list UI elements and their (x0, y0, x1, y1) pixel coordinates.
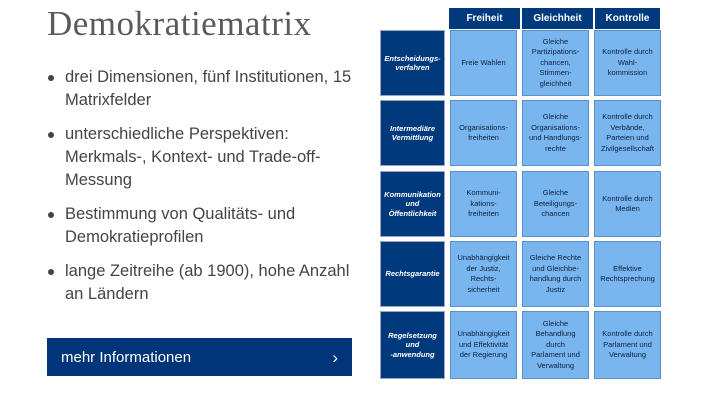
matrix-cell-text: Unabhängigkeit und Effektivität der Regierung (457, 329, 510, 360)
matrix-cell-text: Gleiche Rechte und Gleichbe- handlung durch Justiz (529, 253, 582, 294)
matrix-cell (523, 312, 588, 378)
page-title: Demokratiematrix (47, 4, 312, 43)
matrix-cell (451, 312, 516, 378)
matrix-cell (595, 101, 660, 165)
list-item-text: Bestimmung von Qualitäts- und Demokratieprofilen (65, 205, 296, 246)
row-header-rechtsgarantie (381, 242, 444, 306)
democracy-matrix (377, 5, 663, 379)
column-header-gleichheit: Gleichheit (522, 8, 593, 29)
matrix-cell (595, 242, 660, 306)
matrix-cell-text: Kommuni- kations- freiheiten (466, 188, 501, 219)
matrix-cell-text: Gleiche Partizipations- chancen, Stimmen- gleichheit (531, 36, 580, 88)
matrix-cell (595, 172, 660, 236)
bullet-icon (48, 269, 54, 275)
matrix-cell-text: Gleiche Behandlung durch Parlament und Verwaltung (531, 318, 580, 370)
list-item (47, 203, 352, 249)
matrix-cell (523, 101, 588, 165)
column-header-freiheit: Freiheit (449, 8, 520, 29)
row-header-label: Kommunikation und Öffentlichkeit (384, 189, 441, 218)
matrix-cell-text: Effektive Rechtsprechung (600, 263, 655, 283)
list-item (47, 260, 352, 306)
matrix-cell (451, 31, 516, 95)
row-header-label: Entscheidungs- verfahren (384, 53, 441, 72)
feature-list (47, 66, 352, 317)
matrix-cell-text: Gleiche Beteiligungs- chancen (533, 188, 578, 219)
matrix-cell (595, 31, 660, 95)
matrix-cell-text: Gleiche Organisations- und Handlungs- rechte (529, 112, 582, 153)
matrix-cell-text: Kontrolle durch Verbände, Parteien und Zivilgesellschaft (601, 112, 654, 153)
matrix-cell-text: Freie Wahlen (461, 57, 506, 67)
row-header-entscheidungsverfahren (381, 31, 444, 95)
row-header-kommunikation (381, 172, 444, 236)
matrix-cell-text: Organisations- freiheiten (459, 122, 508, 142)
chevron-right-icon: › (332, 347, 338, 367)
matrix-cell-text: Kontrolle durch Wahl- kommission (602, 47, 653, 78)
matrix-cell (451, 242, 516, 306)
bullet-icon (48, 212, 54, 218)
bullet-icon (48, 75, 54, 81)
list-item-text: unterschiedliche Perspektiven: Merkmals-, Kontext- und Trade-off-Messung (65, 125, 321, 189)
matrix-cell (451, 172, 516, 236)
matrix-cell (523, 172, 588, 236)
list-item-text: drei Dimensionen, fünf Institutionen, 15 Matrixfelder (65, 68, 352, 109)
row-header-label: Regelsetzung und -anwendung (388, 330, 437, 359)
matrix-cell (451, 101, 516, 165)
matrix-cell-text: Unabhängigkeit der Justiz, Rechts- sicherheit (457, 253, 510, 294)
matrix-cell-text: Kontrolle durch Medien (602, 193, 653, 213)
row-header-intermediaere-vermittlung (381, 101, 444, 165)
row-header-label: Intermediäre Vermittlung (389, 123, 436, 142)
bullet-icon (48, 132, 54, 138)
column-header-kontrolle: Kontrolle (595, 8, 660, 29)
matrix-cell-text: Kontrolle durch Parlament und Verwaltung (602, 329, 653, 360)
more-info-label: mehr Informationen (61, 348, 192, 366)
matrix-cell (595, 312, 660, 378)
matrix-cell (523, 31, 588, 95)
matrix-cell (523, 242, 588, 306)
list-item (47, 123, 352, 192)
more-info-button[interactable] (47, 338, 352, 376)
row-header-regelsetzung (381, 312, 444, 378)
list-item-text: lange Zeitreihe (ab 1900), hohe Anzahl an Ländern (65, 262, 350, 303)
row-header-label: Rechtsgarantie (385, 269, 440, 279)
list-item (47, 66, 352, 112)
